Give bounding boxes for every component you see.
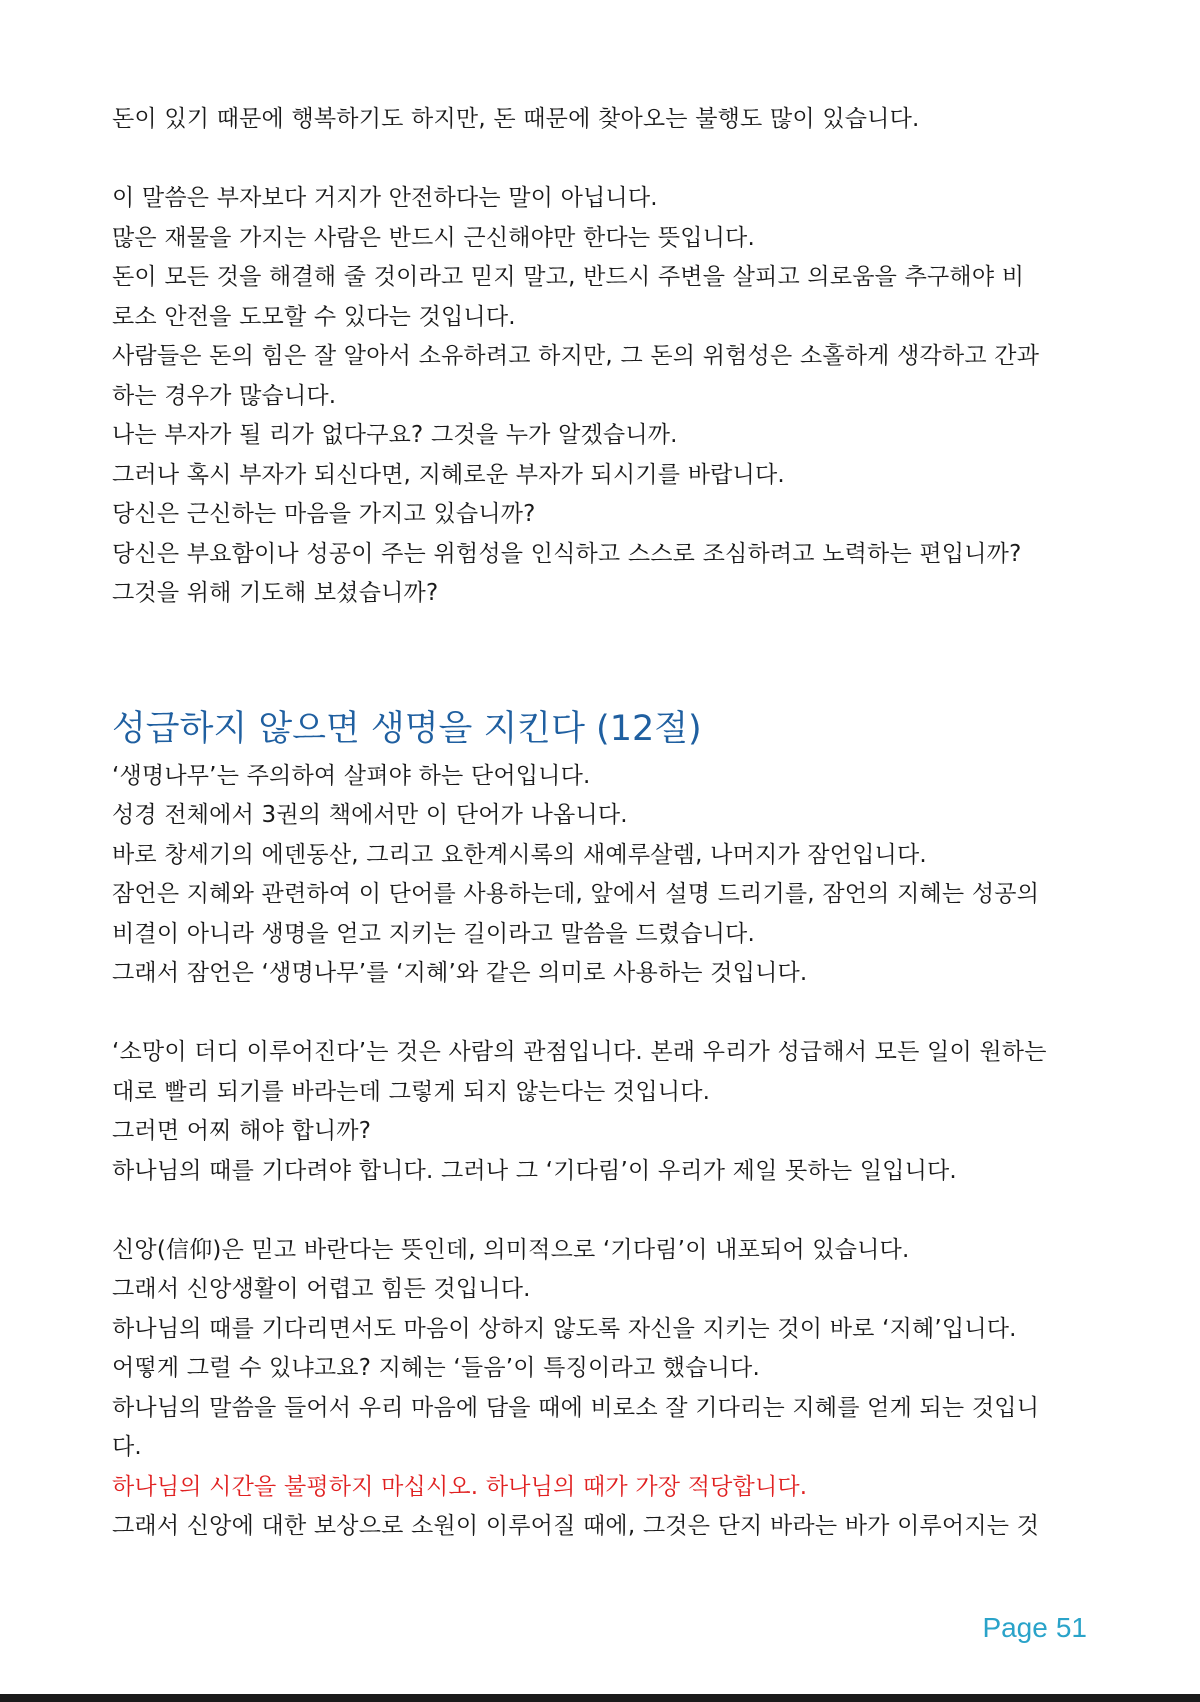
paragraph-line: 그래서 신앙에 대한 보상으로 소원이 이루어질 때에, 그것은 단지 바라는 바가 이루어지는 것: [112, 1513, 1040, 1539]
paragraph-line: 성경 전체에서 3권의 책에서만 이 단어가 나옵니다.: [112, 802, 628, 828]
bottom-border: [0, 1694, 1200, 1702]
paragraph-line: 많은 재물을 가지는 사람은 반드시 근신해야만 한다는 뜻입니다.: [112, 224, 755, 251]
paragraph-line: 어떻게 그럴 수 있냐고요? 지혜는 ‘들음’이 특징이라고 했습니다.: [112, 1355, 760, 1381]
page-number-value: 51: [1055, 1612, 1087, 1643]
paragraph-line: 신앙(信仰)은 믿고 바란다는 뜻인데, 의미적으로 ‘기다림’이 내포되어 있습니다.: [112, 1236, 910, 1263]
paragraph-line: 당신은 근신하는 마음을 가지고 있습니까?: [112, 501, 536, 527]
paragraph-line: ‘생명나무’는 주의하여 살펴야 하는 단어입니다.: [112, 762, 591, 789]
paragraph-line: 그러면 어찌 해야 합니까?: [112, 1118, 372, 1144]
paragraph-line: 돈이 있기 때문에 행복하기도 하지만, 돈 때문에 찾아오는 불행도 많이 있습니다.: [112, 106, 920, 132]
section-heading: 성급하지 않으면 생명을 지킨다 (12절): [112, 708, 702, 749]
paragraph-line: 하는 경우가 많습니다.: [112, 382, 337, 409]
paragraph-line: 그래서 잠언은 ‘생명나무’를 ‘지혜’와 같은 의미로 사용하는 것입니다.: [112, 960, 808, 986]
paragraph-line: 비결이 아니라 생명을 얻고 지키는 길이라고 말씀을 드렸습니다.: [112, 920, 755, 947]
section-gap: [112, 614, 1092, 693]
paragraph-line: 돈이 모든 것을 해결해 줄 것이라고 믿지 말고, 반드시 주변을 살피고 의로움을 추구해야 비: [112, 264, 1025, 290]
paragraph-line: 사람들은 돈의 힘은 잘 알아서 소유하려고 하지만, 그 돈의 위험성은 소홀하게 생각하고 간과: [112, 343, 1040, 369]
paragraph-line: 로소 안전을 도모할 수 있다는 것입니다.: [112, 303, 516, 330]
paragraph-line: 그래서 신앙생활이 어렵고 힘든 것입니다.: [112, 1276, 531, 1302]
paragraph-line: 잠언은 지혜와 관련하여 이 단어를 사용하는데, 앞에서 설명 드리기를, 잠언의 지혜는 성공의: [112, 881, 1040, 907]
paragraph-line: 그것을 위해 기도해 보셨습니까?: [112, 580, 439, 606]
highlighted-line: 하나님의 시간을 불평하지 마십시오. 하나님의 때가 가장 적당합니다.: [112, 1473, 808, 1500]
paragraph-gap: [112, 1191, 1092, 1231]
paragraph-line: 그러나 혹시 부자가 되신다면, 지혜로운 부자가 되시기를 바랍니다.: [112, 461, 785, 488]
paragraph-line: 바로 창세기의 에덴동산, 그리고 요한계시록의 새예루살렘, 나머지가 잠언입니다.: [112, 841, 927, 868]
paragraph-line: 하나님의 때를 기다려야 합니다. 그러나 그 ‘기다림’이 우리가 제일 못하는 일입니다.: [112, 1157, 957, 1184]
paragraph-line: 하나님의 때를 기다리면서도 마음이 상하지 않도록 자신을 지키는 것이 바로 ‘지혜’입니다.: [112, 1315, 1017, 1342]
paragraph-line: 나는 부자가 될 리가 없다구요? 그것을 누가 알겠습니까.: [112, 422, 678, 448]
paragraph-gap: [112, 140, 1092, 180]
paragraph-line: ‘소망이 더디 이루어진다’는 것은 사람의 관점입니다. 본래 우리가 성급해서 모든 일이 원하는: [112, 1039, 1047, 1065]
paragraph-gap: [112, 994, 1092, 1034]
paragraph-line: 당신은 부요함이나 성공이 주는 위험성을 인식하고 스스로 조심하려고 노력하는 편입니까?: [112, 540, 1022, 567]
page-label: Page: [982, 1612, 1048, 1643]
page-body: [112, 100, 1092, 1547]
page-number: [982, 1612, 1087, 1644]
paragraph-line: 대로 빨리 되기를 바라는데 그렇게 되지 않는다는 것입니다.: [112, 1078, 711, 1105]
paragraph-line: 다.: [112, 1434, 142, 1460]
paragraph-line: 하나님의 말씀을 들어서 우리 마음에 담을 때에 비로소 잘 기다리는 지혜를 얻게 되는 것입니: [112, 1394, 1040, 1421]
paragraph-line: 이 말씀은 부자보다 거지가 안전하다는 말이 아닙니다.: [112, 185, 658, 211]
